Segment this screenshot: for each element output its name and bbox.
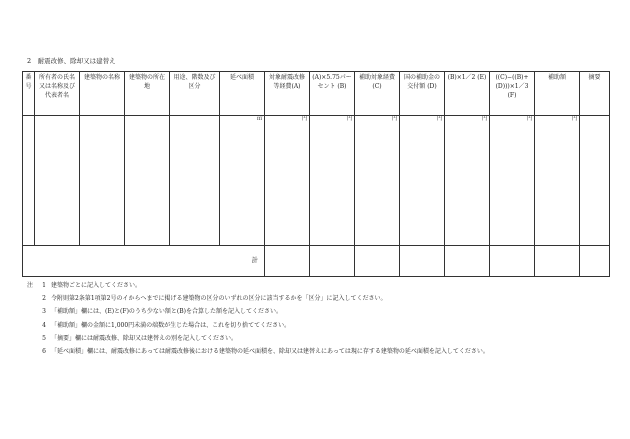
header-remarks: 摘要 [580,72,610,116]
total-rate-b[interactable] [310,246,355,277]
note-text: 「延べ面積」欄には、耐震改修にあっては耐震改修後における建築物の延べ面積を、除却又は建替えにあっては現に存する建築物の延べ面積を記入してください。 [51,348,489,356]
total-half-e[interactable] [445,246,490,277]
note-text: 「摘要」欄には耐震改修、除却又は建替えの別を記入してください。 [51,334,238,342]
unit-square-meter: ㎡ [256,116,263,122]
cell-use-floors-category[interactable] [170,116,220,246]
total-subsidy-amount[interactable] [535,246,580,277]
note-text: 「補助額」欄には、(E)と(F)のうち少ない額と(B)を合算した額を記入してください。 [51,308,282,316]
cell-remarks[interactable] [580,116,610,246]
total-national-subsidy-d[interactable] [400,246,445,277]
header-total-floor-area: 延べ面積 [220,72,265,116]
note-item: 3 「補助額」欄には、(E)と(F)のうち少ない額と(B)を合算した額を記入してください。 [42,308,282,316]
unit-yen: 円 [526,116,533,122]
header-national-subsidy-d: 国の補助金の交付額 (D) [400,72,445,116]
cell-half-e[interactable] [445,116,490,246]
cell-building-name[interactable] [80,116,125,246]
header-building-address: 建築物の所在地 [125,72,170,116]
unit-yen: 円 [571,116,578,122]
total-retrofit-cost-a[interactable] [265,246,310,277]
cell-rate-b[interactable] [310,116,355,246]
unit-yen: 円 [301,116,308,122]
header-half-e: (B)×1／2 (E) [445,72,490,116]
cell-building-address[interactable] [125,116,170,246]
section-heading: 2 耐震改修、除却又は建替え [27,57,116,65]
header-eligible-cost-c: 補助対象経費(C) [355,72,400,116]
cell-retrofit-cost-a[interactable] [265,116,310,246]
total-eligible-cost-c[interactable] [355,246,400,277]
header-building-name: 建築物の名称 [80,72,125,116]
note-text: 「補助額」欄の金額に1,000円未満の端数が生じた場合は、これを切り捨ててください。 [51,321,291,329]
cell-third-f[interactable] [490,116,535,246]
unit-yen: 円 [436,116,443,122]
unit-yen: 円 [391,116,398,122]
subsidy-table [22,71,610,277]
total-row [23,246,610,277]
cell-eligible-cost-c[interactable] [355,116,400,246]
total-third-f[interactable] [490,246,535,277]
note-item: 注 1 建築物ごとに記入してください。 [27,279,489,292]
header-subsidy-amount: 補助額 [535,72,580,116]
cell-number[interactable] [23,116,35,246]
header-retrofit-cost-a: 対象耐震改修等経費(A) [265,72,310,116]
header-owner-name: 所有者の氏名又は名称及び代表者名 [35,72,80,116]
note-text: 建築物ごとに記入してください。 [51,282,142,289]
note-item: 6 「延べ面積」欄には、耐震改修にあっては耐震改修後における建築物の延べ面積を、除却又は建替えにあっては現に存する建築物の延べ面積を記入してください。 [42,348,489,356]
total-remarks[interactable] [580,246,610,277]
unit-yen: 円 [481,116,488,122]
cell-owner-name[interactable] [35,116,80,246]
note-item: 2 令附則第2条第1項第2号のイからへまでに掲げる建築物の区分のいずれの区分に該当するかを「区分」に記入してください。 [42,295,387,303]
header-rate-b: (A)×5.75パーセント (B) [310,72,355,116]
notes [27,279,489,358]
note-item: 5 「摘要」欄には耐震改修、除却又は建替えの別を記入してください。 [42,334,238,342]
header-third-f: ((C)−((B)+(D)))×1／3 (F) [490,72,535,116]
cell-national-subsidy-d[interactable] [400,116,445,246]
notes-lead: 注 [27,282,34,289]
note-text: 令附則第2条第1項第2号のイからへまでに掲げる建築物の区分のいずれの区分に該当するかを「区分」に記入してください。 [51,295,387,303]
header-row [23,72,610,116]
unit-yen: 円 [346,116,353,122]
cell-total-floor-area[interactable] [220,116,265,246]
header-use-floors-category: 用途、階数及び区分 [170,72,220,116]
note-item: 4 「補助額」欄の金額に1,000円未満の端数が生じた場合は、これを切り捨ててください。 [42,321,291,329]
header-number: 番号 [23,72,35,116]
total-label: 計 [23,246,265,277]
entry-row [23,116,610,246]
cell-subsidy-amount[interactable] [535,116,580,246]
